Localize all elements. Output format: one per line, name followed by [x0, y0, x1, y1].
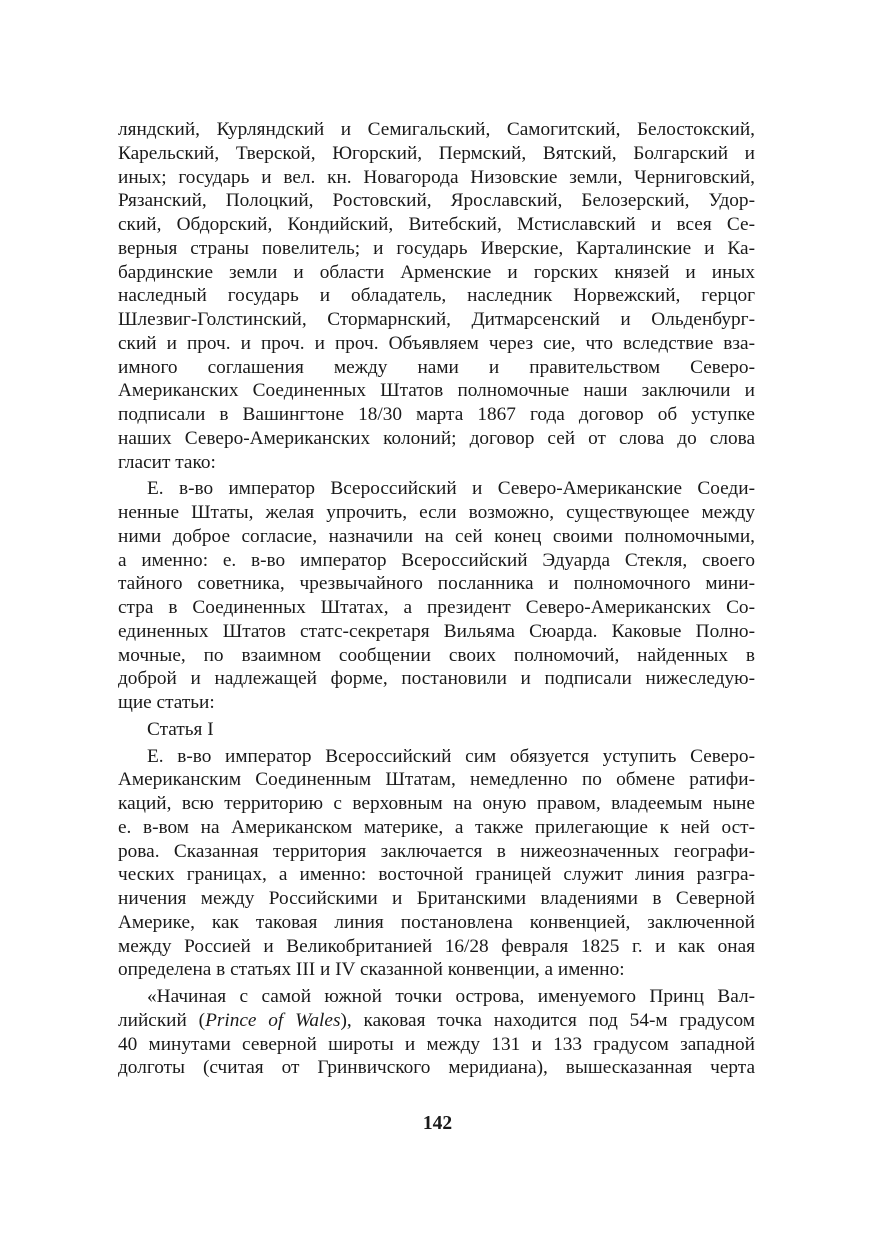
text-line: ляндский, Курляндский и Семигальский, Самогитский, Белостокский, [118, 119, 755, 140]
text-line: долготы (считая от Гринвичского меридиана), вышесказанная черта [118, 1057, 755, 1079]
text-line: каций, всю территорию с верховным на оную правом, владеемым ныне [118, 793, 755, 814]
text-line: гласит тако: [118, 451, 216, 473]
text-line: Америке, как таковая линия постановлена конвенцией, заключенной [118, 911, 755, 933]
text-line: иных; государь и вел. кн. Новагорода Низовские земли, Черниговский, [118, 166, 755, 188]
text-line: верныя страны повелитель; и государь Иверские, Карталинские и Ка- [118, 237, 755, 259]
text-line: Рязанский, Полоцкий, Ростовский, Ярославский, Белозерский, Удор- [118, 190, 755, 212]
text-line-mixed [118, 1009, 755, 1033]
text-line: рова. Сказанная территория заключается в нижеозначенных географи- [118, 840, 755, 862]
text-line: ческих границах, а именно: восточной границей служит линия разгра- [118, 864, 755, 886]
text-line: бардинские земли и области Арменские и горских князей и иных [118, 261, 755, 283]
text-line: щие статьи: [118, 692, 215, 713]
text-line: стра в Соединенных Штатах, а президент Северо-Американских Со- [118, 597, 755, 618]
text-line: единенных Штатов статс-секретаря Вильяма Сюарда. Каковые Полно- [118, 620, 755, 642]
italic-term: Prince of Wales [205, 1009, 341, 1031]
text-line: между Россией и Великобританией 16/28 февраля 1825 г. и как оная [118, 935, 755, 957]
text-line: мочные, по взаимном сообщении своих полномочий, найденных в [118, 644, 755, 666]
text-line: 40 минутами северной широты и между 131 и 133 градусом западной [118, 1033, 755, 1055]
text-line: ский и проч. и проч. и проч. Объявляем через сие, что вследствие вза- [118, 332, 755, 354]
text-line: Американским Соединенным Штатам, немедленно по обмене ратифи- [118, 769, 755, 791]
text-line: ничения между Российскими и Британскими владениями в Северной [118, 888, 755, 909]
text-line: е. в-вом на Американском материке, а также прилегающие к ней ост- [118, 816, 755, 838]
text-line: а именно: е. в-во император Всероссийский Эдуарда Стекля, своего [118, 549, 755, 571]
text-fragment: ), каковая точка находится под 54-м градусом [340, 1009, 755, 1031]
text-line: наших Северо-Американских колоний; договор сей от слова до слова [118, 427, 755, 449]
article-heading: Статья I [147, 718, 214, 740]
text-line: подписали в Вашингтоне 18/30 марта 1867 года договор об уступке [118, 404, 755, 425]
text-line: ненные Штаты, желая упрочить, если возможно, существующее между [118, 502, 755, 523]
text-line: наследный государь и обладатель, наследник Норвежский, герцог [118, 285, 755, 307]
text-fragment: лийский ( [118, 1009, 206, 1031]
text-line: Е. в-во император Всероссийский сим обязуется уступить Северо- [147, 745, 755, 767]
text-line: Карельский, Тверской, Югорский, Пермский, Вятский, Болгарский и [118, 142, 755, 164]
text-line: имного соглашения между нами и правительством Северо- [118, 356, 755, 378]
text-line: ними доброе согласие, назначили на сей конец своими полномочными, [118, 525, 755, 547]
text-line: определена в статьях III и IV сказанной конвенции, а именно: [118, 959, 625, 981]
text-line: Е. в-во император Всероссийский и Северо-Американские Соеди- [147, 478, 755, 500]
text-line: доброй и надлежащей форме, постановили и подписали нижеследую- [118, 668, 755, 690]
page-body [118, 118, 755, 1080]
text-line: Американских Соединенных Штатов полномочные наши заключили и [118, 380, 755, 402]
text-line: ский, Обдорский, Кондийский, Витебский, Мстиславский и всея Се- [118, 214, 755, 235]
text-line: Шлезвиг-Голстинский, Стормарнский, Дитмарсенский и Ольденбург- [118, 309, 755, 330]
page-number: 142 [422, 1113, 453, 1134]
text-line: тайного советника, чрезвычайного посланника и полномочного мини- [118, 573, 755, 595]
text-line: «Начиная с самой южной точки острова, именуемого Принц Вал- [147, 986, 755, 1007]
